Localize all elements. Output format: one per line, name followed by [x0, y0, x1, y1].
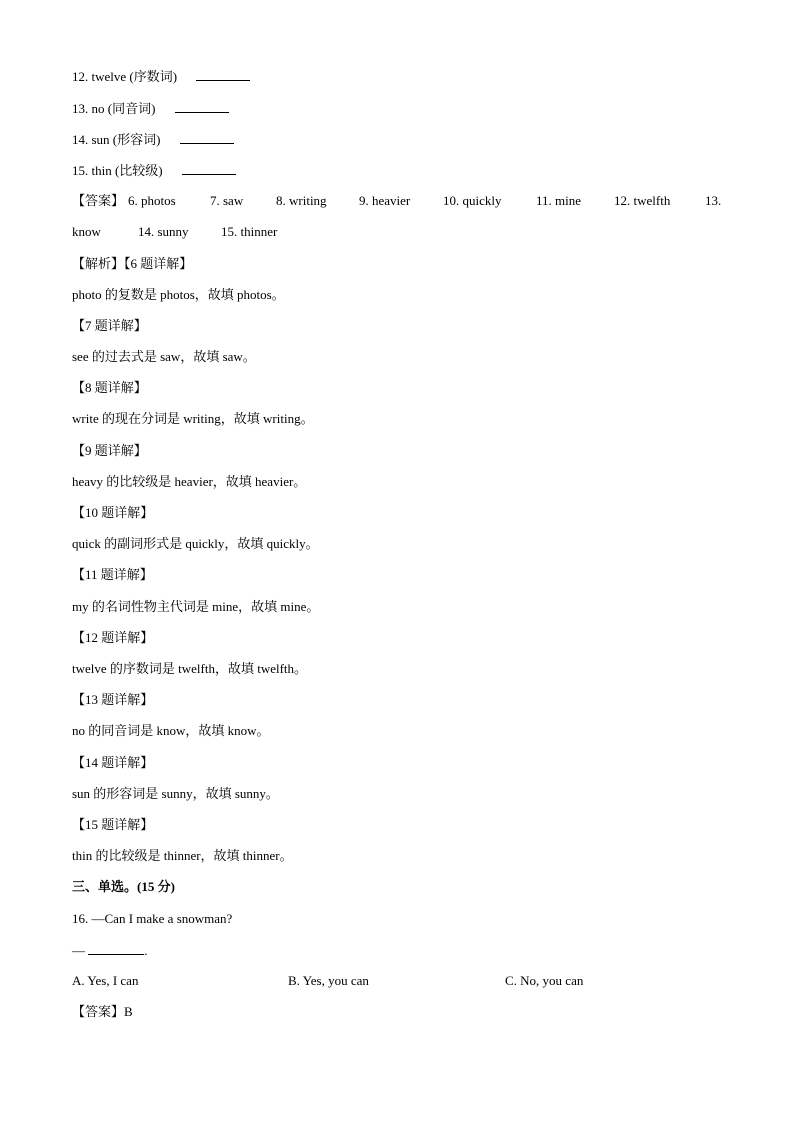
question-16-prompt: 16. —Can I make a snowman? — [72, 911, 233, 926]
question-16-reply — [72, 942, 148, 959]
answer-item: 9. heavier — [359, 193, 411, 208]
answer-item: know — [72, 224, 101, 239]
question-text: 12. twelve (序数词) — [72, 69, 178, 84]
analysis-heading: 【12 题详解】 — [72, 630, 154, 645]
analysis-text: sun 的形容词是 sunny，故填 sunny。 — [72, 786, 279, 801]
section-title: 三、单选。(15 分) — [72, 879, 175, 894]
analysis-text: quick 的副词形式是 quickly，故填 quickly。 — [72, 536, 319, 551]
answer-blank[interactable] — [175, 100, 229, 113]
answer-item: 15. thinner — [221, 224, 278, 239]
question-13 — [72, 100, 229, 117]
question-text: 14. sun (形容词) — [72, 132, 161, 147]
analysis-text: no 的同音词是 know，故填 know。 — [72, 723, 270, 738]
analysis-text: twelve 的序数词是 twelfth，故填 twelfth。 — [72, 661, 308, 676]
question-14 — [72, 131, 234, 148]
answer-item: 13. — [705, 193, 722, 208]
analysis-text: heavy 的比较级是 heavier，故填 heavier。 — [72, 474, 307, 489]
answer-item: 10. quickly — [443, 193, 502, 208]
answer-item: 7. saw — [210, 193, 244, 208]
answer-item: 12. twelfth — [614, 193, 671, 208]
option-c[interactable]: C. No, you can — [505, 973, 584, 988]
analysis-text: thin 的比较级是 thinner，故填 thinner。 — [72, 848, 293, 863]
analysis-heading: 【14 题详解】 — [72, 755, 154, 770]
answer-label: 【答案】 — [72, 193, 125, 208]
answer-blank[interactable] — [196, 68, 250, 81]
question-text: 13. no (同音词) — [72, 101, 156, 116]
analysis-heading: 【8 题详解】 — [72, 380, 147, 395]
option-a[interactable]: A. Yes, I can — [72, 973, 139, 988]
analysis-heading: 【7 题详解】 — [72, 318, 147, 333]
analysis-text: photo 的复数是 photos，故填 photos。 — [72, 287, 285, 302]
answer-item: 6. photos — [128, 193, 176, 208]
question-15 — [72, 162, 236, 179]
answer-item: 14. sunny — [138, 224, 189, 239]
analysis-text: write 的现在分词是 writing，故填 writing。 — [72, 411, 314, 426]
question-16-answer: 【答案】B — [72, 1004, 133, 1019]
question-12 — [72, 68, 250, 85]
answer-blank[interactable] — [88, 942, 144, 955]
analysis-heading: 【9 题详解】 — [72, 443, 147, 458]
question-text: 15. thin (比较级) — [72, 163, 163, 178]
answer-item: 8. writing — [276, 193, 327, 208]
analysis-heading: 【10 题详解】 — [72, 505, 154, 520]
analysis-header: 【解析】【6 题详解】 — [72, 256, 193, 271]
answer-blank[interactable] — [182, 162, 236, 175]
answer-blank[interactable] — [180, 131, 234, 144]
analysis-heading: 【15 题详解】 — [72, 817, 154, 832]
option-b[interactable]: B. Yes, you can — [288, 973, 369, 988]
reply-suffix: . — [144, 943, 148, 958]
analysis-text: see 的过去式是 saw，故填 saw。 — [72, 349, 256, 364]
analysis-heading: 【11 题详解】 — [72, 567, 153, 582]
answer-item: 11. mine — [536, 193, 582, 208]
analysis-heading: 【13 题详解】 — [72, 692, 154, 707]
analysis-text: my 的名词性物主代词是 mine，故填 mine。 — [72, 599, 320, 614]
reply-prefix: — — [72, 943, 89, 958]
